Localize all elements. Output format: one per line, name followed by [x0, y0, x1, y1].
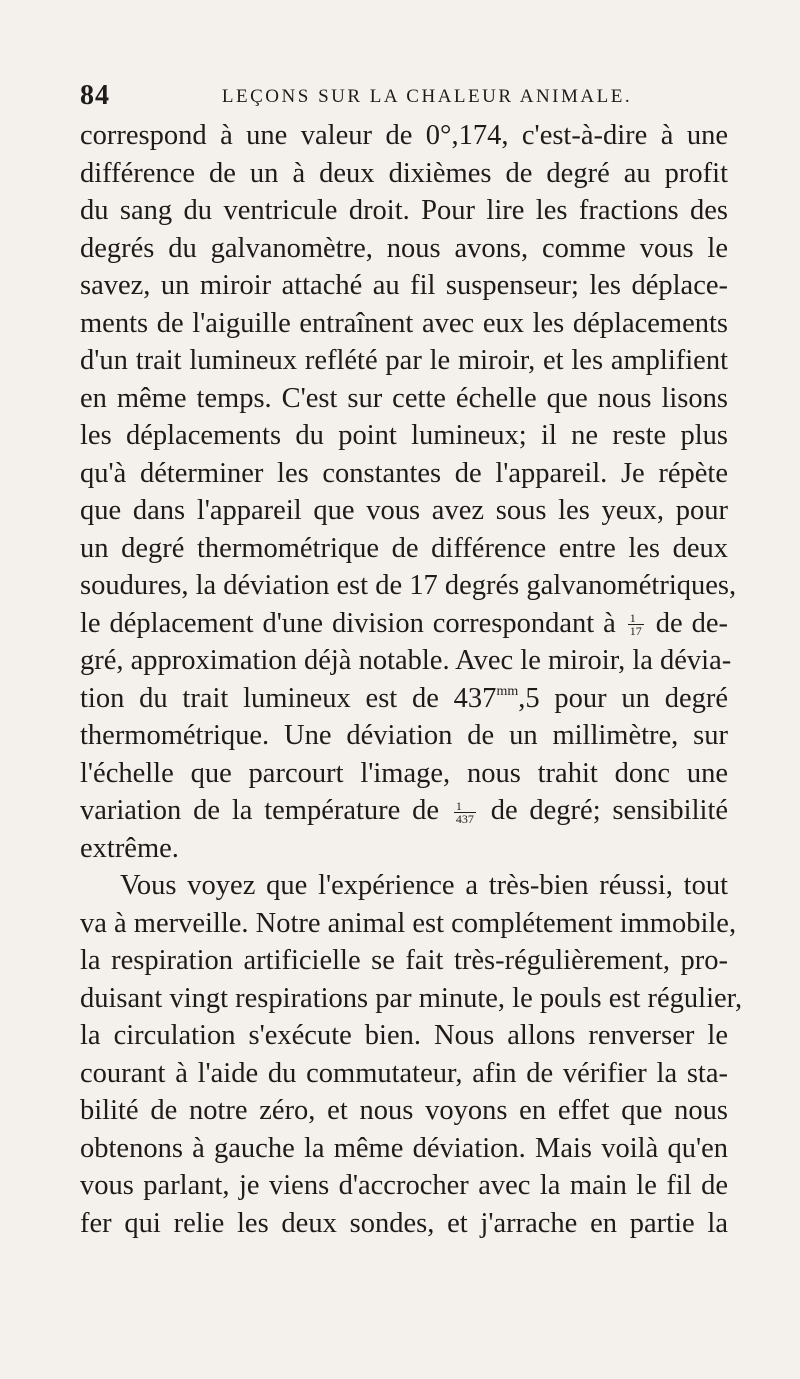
text-segment: de degré; sensibilité [490, 795, 729, 826]
text-line-8: en même temps. C'est sur cette échelle que nous lisons [80, 382, 728, 414]
text-line-4: degrés du galvanomètre, nous avons, comme vous le [80, 232, 728, 264]
text-line-15: gré, approximation déjà notable. Avec le miroir, la dévia- [80, 645, 732, 676]
text-line-9: les déplacements du point lumineux; il ne reste plus [80, 420, 728, 451]
fraction [628, 612, 644, 637]
text-segment: variation de la température de [80, 795, 440, 826]
text-line-13: soudures, la déviation est de 17 degrés galvanométriques, [80, 570, 737, 601]
text-line-20: extrême. [80, 832, 179, 864]
text-line-25: la circulation s'exécute bien. Nous allons renverser le [80, 1020, 728, 1051]
text-segment: le déplacement d'une division correspondant à [80, 607, 616, 639]
text-line-16 [80, 680, 728, 718]
text-line-19 [80, 792, 728, 830]
text-line-18: l'échelle que parcourt l'image, nous trahit donc une [80, 757, 728, 789]
text-segment: ,5 pour un degré [518, 682, 728, 714]
text-line-29: vous parlant, je viens d'accrocher avec la main le fil de [80, 1170, 728, 1201]
text-line-7: d'un trait lumineux reflété par le miroir, et les amplifient [80, 345, 728, 376]
body-text [80, 117, 743, 1242]
text-line-17: thermométrique. Une déviation de un millimètre, sur [80, 720, 728, 751]
text-line-28: obtenons à gauche la même déviation. Mais voilà qu'en [80, 1132, 728, 1164]
text-line-11: que dans l'appareil que vous avez sous les yeux, pour [80, 495, 728, 526]
text-line-24: duisant vingt respirations par minute, le pouls est régulier, [80, 982, 743, 1014]
text-segment: tion du trait lumineux est de 437 [80, 682, 497, 714]
text-line-14 [80, 605, 728, 643]
text-line-23: la respiration artificielle se fait très-régulièrement, pro- [80, 945, 728, 976]
text-line-21: Vous voyez que l'expérience a très-bien réussi, tout [120, 870, 728, 901]
text-line-2: différence de un à deux dixièmes de degré au profit [80, 157, 728, 189]
fraction-numerator: 1 [628, 612, 644, 625]
text-line-3: du sang du ventricule droit. Pour lire les fractions des [80, 195, 728, 226]
fraction [454, 800, 476, 825]
text-line-27: bilité de notre zéro, et nous voyons en effet que nous [80, 1095, 728, 1126]
text-line-22: va à merveille. Notre animal est complétement immobile, [80, 907, 737, 939]
text-line-12: un degré thermométrique de différence entre les deux [80, 532, 728, 564]
page-number: 84 [80, 80, 110, 111]
unit-superscript: mm [496, 683, 519, 699]
fraction-denominator: 17 [629, 624, 642, 639]
text-line-10: qu'à déterminer les constantes de l'appareil. Je répète [80, 457, 728, 489]
text-line-6: ments de l'aiguille entraînent avec eux les déplacements [80, 307, 728, 339]
text-line-30: fer qui relie les deux sondes, et j'arrache en partie la [80, 1207, 728, 1239]
fraction-numerator: 1 [454, 800, 476, 813]
text-line-5: savez, un miroir attaché au fil suspenseur; les déplace- [80, 270, 728, 301]
text-segment: de de- [655, 607, 729, 639]
fraction-denominator: 437 [455, 811, 474, 826]
text-line-26: courant à l'aide du commutateur, afin de vérifier la sta- [80, 1057, 728, 1089]
running-head [80, 80, 728, 114]
running-title: LEÇONS SUR LA CHALEUR ANIMALE. [221, 86, 633, 107]
text-line-1: correspond à une valeur de 0°,174, c'est-à-dire à une [80, 120, 728, 151]
